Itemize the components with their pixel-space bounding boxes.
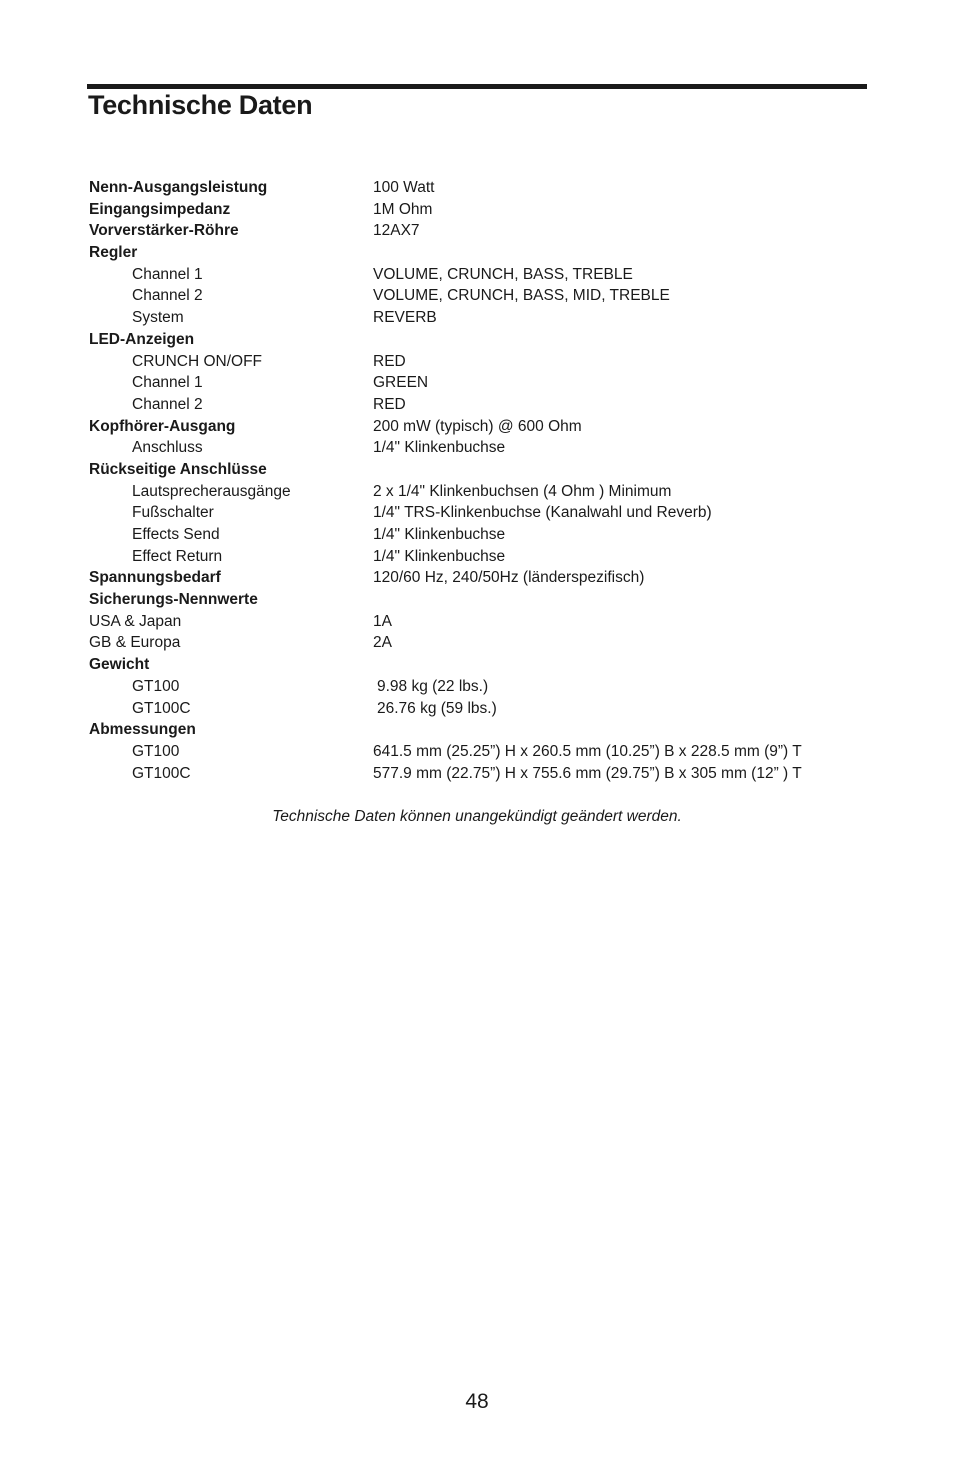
page-number: 48 [465, 1390, 489, 1413]
spec-value: REVERB [373, 309, 437, 327]
spec-row [89, 741, 889, 763]
spec-value: 9.98 kg (22 lbs.) [377, 677, 489, 695]
spec-row [89, 285, 889, 307]
spec-label: Channel 2 [132, 287, 203, 305]
spec-value: 1A [373, 612, 392, 630]
spec-row [89, 589, 889, 611]
spec-row [89, 481, 889, 503]
spec-row [89, 242, 889, 264]
spec-label: Abmessungen [89, 721, 196, 739]
spec-label: Vorverstärker-Röhre [89, 222, 239, 240]
spec-row [89, 329, 889, 351]
spec-row [89, 177, 889, 199]
spec-row [89, 654, 889, 676]
spec-value: GREEN [373, 374, 429, 392]
spec-row [89, 524, 889, 546]
spec-label: Lautsprecherausgänge [132, 482, 291, 500]
spec-row [89, 351, 889, 373]
spec-row [89, 437, 889, 459]
spec-label: Channel 1 [132, 374, 203, 392]
spec-label: Anschluss [132, 439, 203, 457]
spec-label: Channel 1 [132, 265, 203, 283]
spec-row [89, 372, 889, 394]
spec-value: 12AX7 [373, 222, 420, 240]
spec-row [89, 264, 889, 286]
spec-row [89, 307, 889, 329]
spec-label: Effect Return [132, 547, 223, 565]
spec-label: GT100C [132, 764, 191, 782]
spec-label: Gewicht [89, 656, 150, 674]
spec-label: LED-Anzeigen [89, 330, 195, 348]
spec-row [89, 459, 889, 481]
spec-value: 1/4" Klinkenbuchse [373, 526, 506, 543]
spec-row [89, 763, 889, 785]
spec-row [89, 611, 889, 633]
spec-label: Spannungsbedarf [89, 569, 221, 587]
spec-label: Rückseitige Anschlüsse [89, 460, 267, 478]
spec-label: Nenn-Ausgangsleistung [89, 179, 268, 196]
spec-value: 1/4" TRS-Klinkenbuchse (Kanalwahl und Reverb) [373, 504, 712, 522]
spec-label: Eingangsimpedanz [89, 200, 231, 218]
spec-value: 1/4" Klinkenbuchse [373, 547, 506, 565]
spec-row [89, 698, 889, 720]
footnote: Technische Daten können unangekündigt geändert werden. [272, 808, 682, 825]
spec-label: GT100 [132, 742, 180, 760]
spec-row [89, 632, 889, 654]
page-title: Technische Daten [88, 90, 313, 120]
spec-label: GT100C [132, 699, 191, 717]
spec-row [89, 199, 889, 221]
spec-list [89, 177, 889, 784]
spec-row [89, 567, 889, 589]
spec-label: Sicherungs-Nennwerte [89, 591, 258, 609]
spec-value: 2 x 1/4" Klinkenbuchsen (4 Ohm ) Minimum [373, 482, 672, 500]
spec-label: CRUNCH ON/OFF [132, 352, 263, 370]
spec-label: Channel 2 [132, 395, 203, 413]
spec-value: 26.76 kg (59 lbs.) [377, 699, 497, 717]
spec-label: Regler [89, 244, 138, 262]
spec-value: 577.9 mm (22.75”) H x 755.6 mm (29.75”) B x 305 mm (12” ) T [373, 764, 802, 782]
spec-label: Fußschalter [132, 504, 214, 522]
spec-row [89, 676, 889, 698]
spec-row [89, 416, 889, 438]
spec-row [89, 546, 889, 568]
spec-value: RED [373, 395, 406, 413]
spec-value: 100 Watt [373, 179, 435, 196]
spec-label: System [132, 309, 184, 327]
spec-label: GT100 [132, 677, 180, 695]
spec-label: GB & Europa [89, 634, 181, 652]
spec-label: Kopfhörer-Ausgang [89, 417, 236, 435]
spec-label: Effects Send [132, 526, 220, 543]
spec-value: 2A [373, 634, 392, 652]
spec-row [89, 719, 889, 741]
spec-label: USA & Japan [89, 612, 182, 630]
spec-value: 200 mW (typisch) @ 600 Ohm [373, 417, 582, 435]
spec-value: RED [373, 352, 406, 370]
spec-value: 641.5 mm (25.25”) H x 260.5 mm (10.25”) B x 228.5 mm (9”) T [373, 742, 802, 760]
spec-row [89, 220, 889, 242]
spec-value: 120/60 Hz, 240/50Hz (länderspezifisch) [373, 569, 645, 587]
spec-value: 1M Ohm [373, 200, 433, 218]
spec-row [89, 394, 889, 416]
spec-value: VOLUME, CRUNCH, BASS, MID, TREBLE [373, 287, 670, 305]
spec-row [89, 502, 889, 524]
spec-value: 1/4" Klinkenbuchse [373, 439, 506, 457]
spec-value: VOLUME, CRUNCH, BASS, TREBLE [373, 265, 633, 283]
